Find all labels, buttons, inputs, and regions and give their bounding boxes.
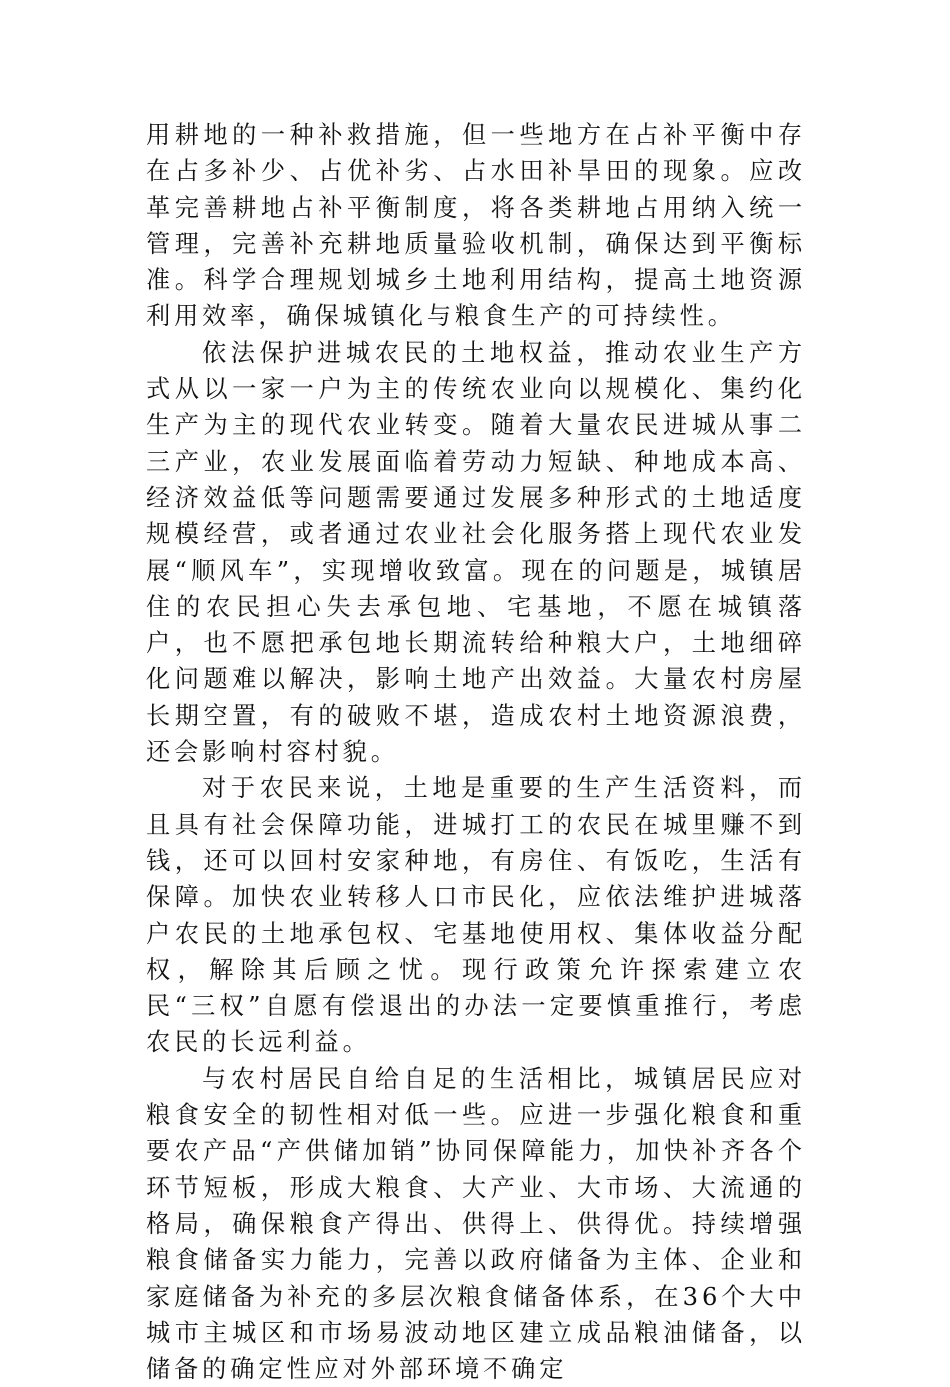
document-page <box>146 117 806 1387</box>
paragraph-3: 对于农民来说，土地是重要的生产生活资料，而且具有社会保障功能，进城打工的农民在城里赚不到钱，还可以回村安家种地，有房住、有饭吃，生活有保障。加快农业转移人口市民化，应依法维护进城落户农民的土地承包权、宅基地使用权、集体收益分配权，解除其后顾之忧。现行政策允许探索建立农民“三权”自愿有偿退出的办法一定要慎重推行，考虑农民的长远利益。 <box>146 774 806 1057</box>
paragraph-2: 依法保护进城农民的土地权益，推动农业生产方式从以一家一户为主的传统农业向以规模化、集约化生产为主的现代农业转变。随着大量农民进城从事二三产业，农业发展面临着劳动力短缺、种地成本高、经济效益低等问题需要通过发展多种形式的土地适度规模经营，或者通过农业社会化服务搭上现代农业发展“顺风车”，实现增收致富。现在的问题是，城镇居住的农民担心失去承包地、宅基地，不愿在城镇落户，也不愿把承包地长期流转给种粮大户，土地细碎化问题难以解决，影响土地产出效益。大量农村房屋长期空置，有的破败不堪，造成农村土地资源浪费，还会影响村容村貌。 <box>146 338 806 767</box>
paragraph-1: 用耕地的一种补救措施，但一些地方在占补平衡中存在占多补少、占优补劣、占水田补旱田的现象。应改革完善耕地占补平衡制度，将各类耕地占用纳入统一管理，完善补充耕地质量验收机制，确保达到平衡标准。科学合理规划城乡土地利用结构，提高土地资源利用效率，确保城镇化与粮食生产的可持续性。 <box>146 121 806 331</box>
paragraph-4: 与农村居民自给自足的生活相比，城镇居民应对粮食安全的韧性相对低一些。应进一步强化粮食和重要农产品“产供储加销”协同保障能力，加快补齐各个环节短板，形成大粮食、大产业、大市场、大流通的格局，确保粮食产得出、供得上、供得优。持续增强粮食储备实力能力，完善以政府储备为主体、企业和家庭储备为补充的多层次粮食储备体系，在36个大中城市主城区和市场易波动地区建立成品粮油储备，以储备的确定性应对外部环境不确定 <box>146 1064 806 1384</box>
